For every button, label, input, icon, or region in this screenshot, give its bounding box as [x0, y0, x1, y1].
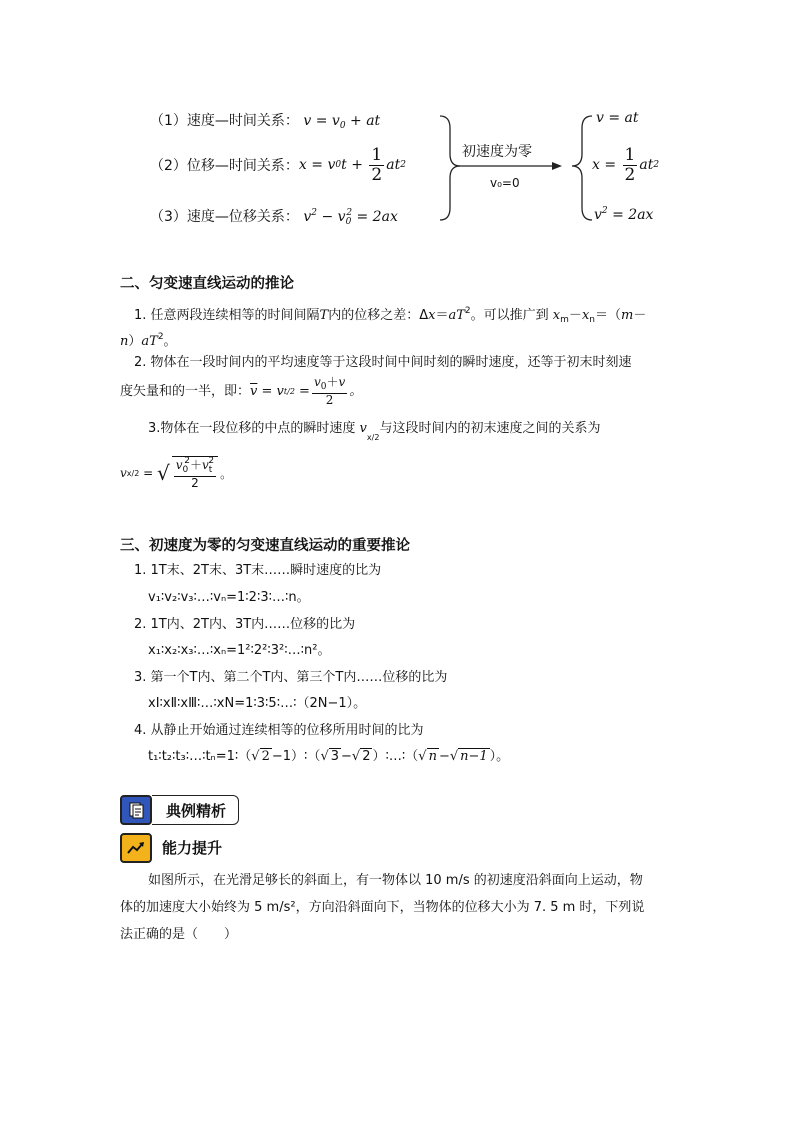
s2-item-2-line-1: 2. 物体在一段时间内的平均速度等于这段时间中间时刻的瞬时速度，还等于初末时刻速: [134, 355, 632, 370]
result-2: x = $\frac{1}{2}$ at 2: [592, 145, 660, 185]
trend-up-icon: [120, 833, 152, 863]
s2-item-2-formula: $\overline{v}$ = v t/2 = $\frac{v_0+v}{2}$ 。: [250, 375, 363, 407]
arrow-condition: v₀=0: [490, 176, 520, 190]
left-brace-icon: [572, 116, 592, 220]
s3-item-4: 4. 从静止开始通过连续相等的位移所用时间的比为: [134, 723, 424, 738]
s2-item-1-text-c: 。可以推广到: [470, 308, 549, 323]
result-3: $v^2 = 2ax$: [594, 206, 654, 223]
formula-1-expr: $v = v_0$ + at: [303, 113, 381, 131]
formula-row-2: [150, 146, 406, 184]
s3-item-1: 1. 1T末、2T末、3T末……瞬时速度的比为: [134, 563, 382, 578]
s3-item-3-eq: xⅠ∶xⅡ∶xⅢ∶…∶xN=1∶3∶5∶…∶（2N−1）。: [148, 696, 367, 711]
s2-item-3-formula: v x/2 = √ $\frac{v_0^2+v_t^2}{2}$ 。: [120, 456, 233, 490]
s3-item-2-eq: x₁∶x₂∶x₃∶…∶xₙ=1²∶2²∶3²∶…∶n²。: [148, 643, 331, 658]
s3-item-4-eq-c: ）∶…∶（: [372, 749, 419, 764]
s2-item-3-text-a: 3.物体在一段位移的中点的瞬时速度: [148, 421, 356, 436]
badge-ability-label: 能力提升: [162, 839, 223, 857]
formula-row-1: [150, 110, 380, 131]
badge-ability: [120, 833, 222, 863]
formula-2-expr: x = v 0 t + $\frac{1}{2}$ at 2: [298, 145, 406, 185]
s2-item-1-text-d: ＝（: [595, 308, 622, 323]
document-icon: [120, 795, 152, 825]
right-brace-icon: [440, 116, 460, 220]
formula-3-expr: $v^2 - v_0^2 = 2ax$: [303, 208, 398, 227]
result-1: v = at: [596, 110, 639, 126]
s3-item-4-eq-b: −1）∶（: [271, 749, 321, 764]
s2-item-3-text-b: 与这段时间内的初末速度之间的关系为: [379, 421, 601, 436]
arrow-head-icon: [552, 162, 562, 170]
s2-item-1-text-b: 内的位移之差：Δ: [328, 308, 429, 323]
s2-item-2-text: 度矢量和的一半，即：: [120, 383, 251, 399]
s2-item-3-line-1: 3.物体在一段位移的中点的瞬时速度 $v_{x/2}$与这段时间内的初末速度之间的关系为: [148, 421, 601, 442]
s3-item-1-eq: v₁∶v₂∶v₃∶…∶vₙ=1∶2∶3∶…∶n。: [148, 590, 310, 605]
s3-item-4-eq-d: ）。: [489, 749, 510, 764]
s3-item-3: 3. 第一个T内、第二个T内、第三个T内……位移的比为: [134, 670, 448, 685]
s2-item-2-line-2: [120, 376, 362, 407]
section-3-title: 三、初速度为零的匀变速直线运动的重要推论: [120, 538, 410, 554]
formula-row-3: [150, 206, 398, 227]
formula-connector: [430, 112, 600, 224]
section-2-title: 二、匀变速直线运动的推论: [120, 276, 294, 292]
problem-line-3: 法正确的是（ ）: [120, 927, 238, 942]
formula-2-label: （2）位移—时间关系：: [150, 158, 299, 175]
badge-typical-example-label: 典例精析: [152, 795, 239, 825]
s2-item-1-line-1: 1. 任意两段连续相等的时间间隔T内的位移之差：$\Delta x=aT^2$。可以推广到 $x_m-x_n=(m-$: [134, 306, 647, 325]
s2-item-1-text-a: 1. 任意两段连续相等的时间间隔: [134, 308, 320, 323]
formula-3-label: （3）速度—位移关系：: [150, 209, 299, 225]
formula-1-label: （1）速度—时间关系：: [150, 113, 299, 129]
s2-item-1-line-2: $n)aT^2$。: [120, 332, 177, 349]
s3-item-4-eq-a: t₁∶t₂∶t₃∶…∶tₙ=1∶（: [148, 749, 252, 764]
problem-line-1: 如图所示，在光滑足够长的斜面上，有一物体以 10 m/s 的初速度沿斜面向上运动，物: [148, 873, 643, 888]
problem-line-2: 体的加速度大小始终为 5 m/s²，方向沿斜面向下，当物体的位移大小为 7. 5 m 时，下列说: [120, 900, 645, 915]
s3-item-4-eq: t₁∶t₂∶t₃∶…∶tₙ=1∶（√ 2 −1）∶（√ 3 −√ 2 ）∶…∶（√ n −√ n−1 ）。: [148, 749, 510, 764]
arrow-label: 初速度为零: [462, 144, 532, 160]
s3-item-2: 2. 1T内、2T内、3T内……位移的比为: [134, 617, 356, 632]
badge-typical-example: [120, 795, 239, 825]
